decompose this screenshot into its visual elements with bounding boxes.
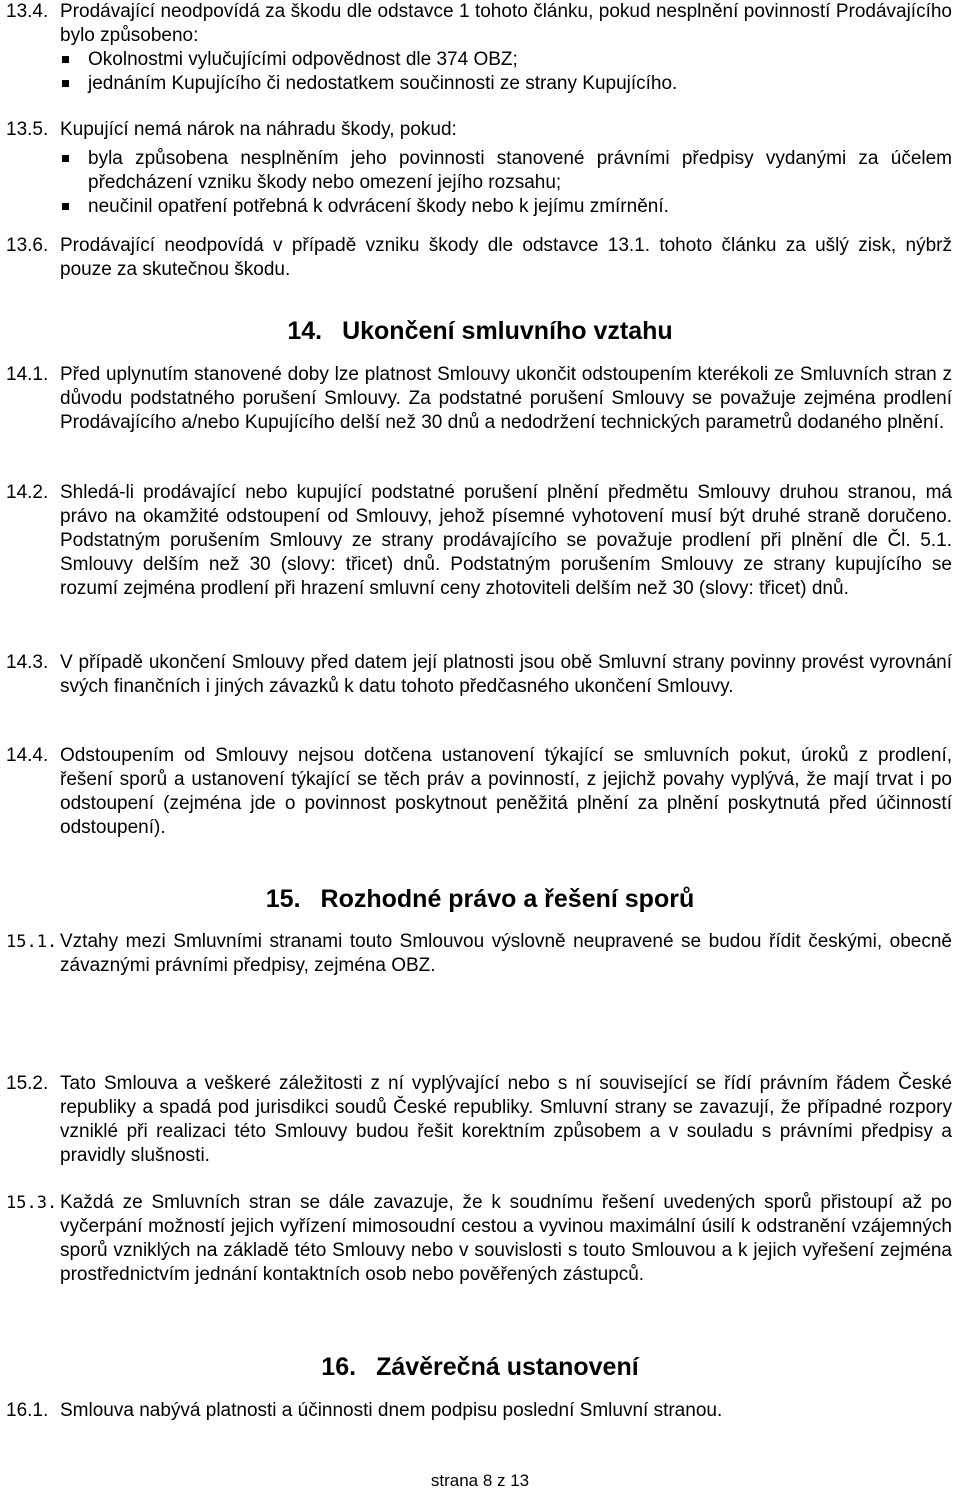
section-heading-14 xyxy=(0,316,960,346)
clause-16-1 xyxy=(6,1399,952,1423)
clause-text: V případě ukončení Smlouvy před datem její platnosti jsou obě Smluvní strany povinny provést vyrovnání svých finančních i jiných závazků k datu tohoto předčasného ukončení Smlouvy. xyxy=(60,652,952,697)
bullet-square-icon xyxy=(60,72,88,96)
clause-number: 13.4. xyxy=(6,1,49,22)
clause-number: 13.5. xyxy=(6,119,49,140)
clause-text: Smlouva nabývá platnosti a účinnosti dnem podpisu poslední Smluvní stranou. xyxy=(60,1400,723,1421)
clause-13-5 xyxy=(6,118,952,219)
clause-15-1 xyxy=(6,930,952,978)
section-number: 16. xyxy=(321,1353,357,1381)
clause-number: 14.2. xyxy=(6,482,49,503)
clause-13-4 xyxy=(6,0,952,96)
bullet-square-icon xyxy=(60,147,88,171)
clause-text: Každá ze Smluvních stran se dále zavazuje, že k soudnímu řešení uvedených sporů přistoupí až po vyčerpání možností jejich vyřízení mimosoudní cestou a vyvinou maximální úsilí k odstranění vzájemných sporů vzniklých na základě této Smlouvy nebo v souvislosti s touto Smlouvou a k jejich vyřešení zejména prostřednictvím jednání kontaktních osob nebo pověřených zástupců. xyxy=(60,1192,952,1285)
clause-15-3 xyxy=(6,1191,952,1287)
clause-number: 14.4. xyxy=(6,745,49,766)
list-item: Okolnostmi vylučujícími odpovědnost dle 374 OBZ; xyxy=(6,48,952,72)
page-number-footer: strana 8 z 13 xyxy=(430,1471,530,1490)
clause-number: 15.1. xyxy=(6,932,58,952)
clause-text: Tato Smlouva a veškeré záležitosti z ní vyplývající nebo s ní související se řídí právním řádem České republiky a spadá pod jurisdikci soudů České republiky. Smluvní strany se zavazují, že případné rozpory vzniklé při realizaci této Smlouvy budou řešit korektním způsobem a v souladu s právními předpisy a pravidly slušnosti. xyxy=(60,1073,952,1166)
section-number: 14. xyxy=(287,317,323,345)
clause-14-2 xyxy=(6,481,952,601)
clause-number: 15.2. xyxy=(6,1073,49,1094)
section-title: Ukončení smluvního vztahu xyxy=(342,317,673,345)
clause-text: Vztahy mezi Smluvními stranami touto Smlouvou výslovně neupravené se budou řídit českými, obecně závaznými právními předpisy, zejména OBZ. xyxy=(60,931,952,976)
clause-number: 15.3. xyxy=(6,1193,58,1213)
clause-text: Před uplynutím stanovené doby lze platnost Smlouvy ukončit odstoupením kterékoli ze Smluvních stran z důvodu podstatného porušení Smlouvy. Za podstatné porušení Smlouvy se považuje zejména prodlení Prodávajícího a/nebo Kupujícího delší než 30 dnů a nedodržení technických parametrů dodaného plnění. xyxy=(60,364,952,433)
clause-13-6 xyxy=(6,234,952,282)
clause-text: Odstoupením od Smlouvy nejsou dotčena ustanovení týkající se smluvních pokut, úroků z prodlení, řešení sporů a ustanovení týkající se těch práv a povinností, z jejichž povahy vyplývá, že mají trvat i po odstoupení (zejména jde o povinnost poskytnout peněžitá plnění za plnění poskytnutá před účinností odstoupení). xyxy=(60,745,952,838)
clause-15-2 xyxy=(6,1072,952,1168)
list-item: jednáním Kupujícího či nedostatkem součinnosti ze strany Kupujícího. xyxy=(6,72,952,96)
section-heading-16 xyxy=(0,1352,960,1382)
list-item: neučinil opatření potřebná k odvrácení škody nebo k jejímu zmírnění. xyxy=(6,195,952,219)
clause-text: Kupující nemá nárok na náhradu škody, pokud: xyxy=(60,119,457,140)
clause-number: 14.3. xyxy=(6,652,49,673)
bullet-square-icon xyxy=(60,48,88,72)
clause-text: Prodávající neodpovídá v případě vzniku škody dle odstavce 13.1. tohoto článku za ušlý zisk, nýbrž pouze za skutečnou škodu. xyxy=(60,235,952,280)
clause-14-3 xyxy=(6,651,952,699)
bullet-square-icon xyxy=(60,195,88,219)
section-heading-15 xyxy=(0,884,960,914)
section-number: 15. xyxy=(265,885,301,913)
section-title: Rozhodné právo a řešení sporů xyxy=(320,885,695,913)
clause-number: 16.1. xyxy=(6,1400,49,1421)
clause-text: Shledá-li prodávající nebo kupující podstatné porušení plnění předmětu Smlouvy druhou stranou, má právo na okamžité odstoupení od Smlouvy, jehož písemné vyhotovení musí být druhé straně doručeno. Podstatným porušením Smlouvy ze strany prodávajícího se považuje prodlení při plnění dle Čl. 5.1. Smlouvy delším než 30 (slovy: třicet) dnů. Podstatným porušením Smlouvy ze strany kupujícího se rozumí zejména prodlení při hrazení smluvní ceny zhotoviteli delším než 30 (slovy: třicet) dnů. xyxy=(60,482,952,599)
clause-14-4 xyxy=(6,744,952,840)
clause-number: 13.6. xyxy=(6,235,49,256)
clause-number: 14.1. xyxy=(6,364,49,385)
list-item: byla způsobena nesplněním jeho povinnosti stanovené právními předpisy vydanými za účelem předcházení vzniku škody nebo omezení jejího rozsahu; xyxy=(6,147,952,195)
clause-text: Prodávající neodpovídá za škodu dle odstavce 1 tohoto článku, pokud nesplnění povinností Prodávajícího bylo způsobeno: xyxy=(60,1,952,46)
section-title: Závěrečná ustanovení xyxy=(376,1353,639,1381)
clause-14-1 xyxy=(6,363,952,435)
